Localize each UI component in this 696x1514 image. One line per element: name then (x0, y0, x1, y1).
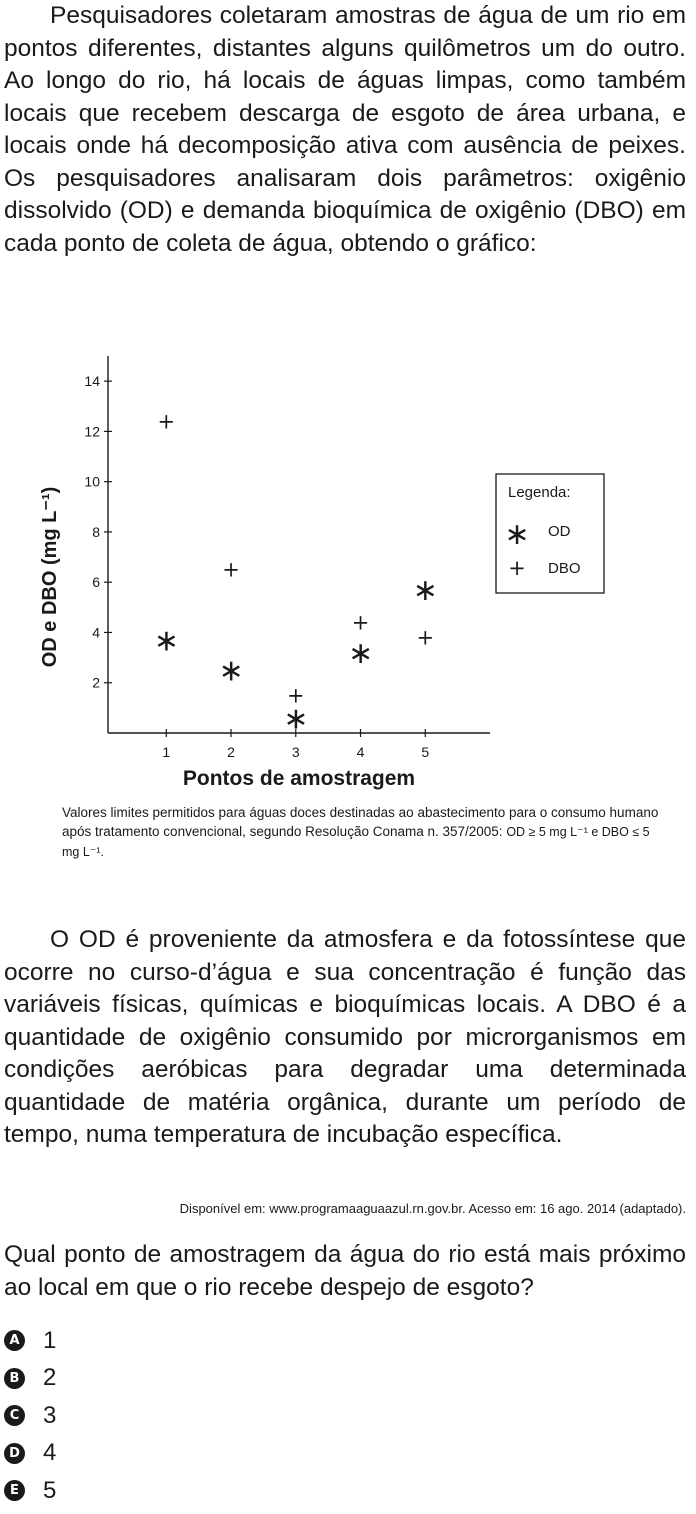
option-text: 4 (43, 1439, 57, 1467)
dbo-point: + (286, 683, 305, 708)
question-text: Qual ponto de amostragem da água do rio está mais próximo ao local em que o rio recebe despejo de esgoto? (4, 1241, 686, 1301)
x-tick-label: 4 (356, 744, 365, 760)
y-tick-label: 2 (92, 674, 100, 691)
data-points (154, 409, 438, 736)
option-letter-badge: C (4, 1405, 25, 1426)
y-tick-label: 12 (84, 423, 100, 440)
x-tick-label: 1 (162, 744, 171, 760)
option-letter-badge: D (4, 1443, 25, 1464)
option-text: 3 (43, 1401, 57, 1429)
dbo-point: + (157, 409, 176, 434)
option-d[interactable] (4, 1435, 56, 1473)
scatter-chart (0, 340, 696, 800)
intro-paragraph: Pesquisadores coletaram amostras de água de um rio em pontos diferentes, distantes alguns quilômetros um do outro. Ao longo do rio, há locais de águas limpas, como também locais que recebem descarga de esgoto de área urbana, e locais onde há decomposição ativa com ausência de peixes. Os pesquisadores analisaram dois parâmetros: oxigênio dissolvido (OD) e demanda bioquímica de oxigênio (DBO) em cada ponto de coleta de água, obtendo o gráfico: (4, 2, 686, 257)
legend-label-od: OD (548, 523, 571, 540)
legend-label-dbo: DBO (548, 560, 581, 577)
option-text: 2 (43, 1364, 57, 1392)
x-tick-label: 5 (421, 744, 430, 760)
answer-options (4, 1322, 56, 1510)
od-point: ∗ (218, 653, 244, 689)
option-b[interactable] (4, 1360, 56, 1398)
chart-caption (62, 803, 662, 862)
x-tick-label: 2 (227, 744, 235, 760)
od-point: ∗ (412, 573, 438, 609)
legend-marker-od: ∗ (504, 517, 530, 552)
option-a[interactable] (4, 1322, 56, 1360)
body-paragraph: O OD é proveniente da atmosfera e da fotossíntese que ocorre no curso-d’água e sua concentração é função das variáveis físicas, químicas e bioquímicas locais. A DBO é a quantidade de oxigênio consumido por microrganismos em condições aeróbicas para degradar uma determinada quantidade de matéria orgânica, durante um período de tempo, numa temperatura de incubação específica. (4, 926, 686, 1148)
od-point: ∗ (283, 701, 309, 737)
y-tick-label: 4 (92, 624, 100, 641)
source-citation: Disponível em: www.programaaguaazul.rn.gov.br. Acesso em: 16 ago. 2014 (adaptado). (179, 1201, 686, 1216)
od-point: ∗ (347, 636, 374, 672)
dbo-point: + (416, 625, 435, 650)
option-letter-badge: A (4, 1330, 25, 1351)
dbo-point: + (222, 557, 240, 582)
option-text: 5 (43, 1476, 57, 1504)
x-tick-label: 3 (291, 744, 300, 760)
dbo-point: + (351, 610, 370, 635)
x-axis-label: Pontos de amostragem (182, 767, 416, 790)
option-c[interactable] (4, 1397, 56, 1435)
option-letter-badge: B (4, 1368, 25, 1389)
y-tick-label: 10 (84, 473, 100, 490)
caption-text: Valores limites permitidos para águas doces destinadas ao abastecimento para o consumo humano após tratamento convencional, segundo Resolução Conama n. 357/2005: (62, 805, 659, 839)
y-tick-label: 6 (92, 574, 100, 591)
legend (496, 474, 604, 593)
y-axis-label: OD e DBO (mg L⁻¹) (39, 486, 61, 668)
y-tick-label: 8 (92, 523, 100, 540)
legend-title: Legenda: (508, 484, 571, 501)
option-text: 1 (43, 1326, 57, 1354)
y-tick-label: 14 (84, 373, 100, 390)
legend-items (504, 517, 580, 580)
option-letter-badge: E (4, 1480, 25, 1501)
caption-limits: OD ≥ 5 mg L⁻¹ e DBO ≤ 5 mg L⁻¹. (62, 825, 650, 859)
legend-marker-dbo: + (508, 556, 526, 580)
option-e[interactable] (4, 1472, 56, 1510)
od-point: ∗ (153, 623, 179, 659)
